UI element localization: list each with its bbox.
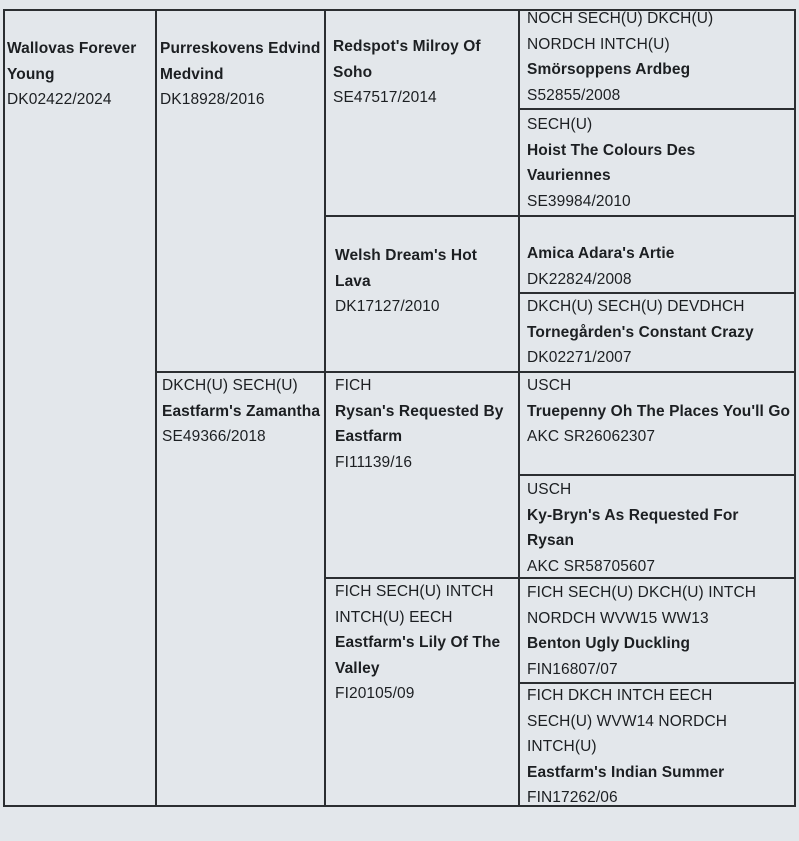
sss-registration: S52855/2008 — [527, 86, 621, 104]
dam-dam-name: Eastfarm's Lily Of The Valley — [335, 634, 501, 677]
ssd-cell — [527, 112, 767, 214]
dam-dam-cell — [335, 579, 517, 707]
divider-sss-ssd — [520, 108, 796, 110]
sire-dam-name: Welsh Dream's Hot Lava — [335, 247, 478, 290]
sss-titles: NOCH SECH(U) DKCH(U) NORDCH INTCH(U) — [527, 10, 714, 53]
sdd-titles: DKCH(U) SECH(U) DEVDHCH — [527, 298, 745, 315]
dds-registration: FIN16807/07 — [527, 660, 618, 678]
dog-name: Wallovas Forever Young — [7, 40, 137, 83]
dss-name: Truepenny Oh The Places You'll Go — [527, 402, 791, 420]
sire-sire-registration: SE47517/2014 — [333, 89, 437, 106]
dam-titles: DKCH(U) SECH(U) — [162, 377, 298, 394]
table-left-border — [3, 9, 5, 807]
dss-cell — [527, 373, 792, 450]
dog-registration: DK02422/2024 — [7, 91, 112, 108]
sss-name: Smörsoppens Ardbeg — [527, 61, 691, 78]
sdd-registration: DK02271/2007 — [527, 349, 632, 366]
sire-name: Purreskovens Edvind Medvind — [160, 40, 321, 83]
ddd-registration: FIN17262/06 — [527, 789, 618, 806]
dsd-cell — [527, 477, 777, 579]
dam-sire-registration: FI11139/16 — [335, 453, 413, 471]
ddd-titles: FICH DKCH INTCH EECH SECH(U) WVW14 NORDCH INTCH(U) — [527, 687, 728, 755]
ssd-registration: SE39984/2010 — [527, 192, 631, 210]
sdd-name: Tornegården's Constant Crazy — [527, 323, 754, 341]
dam-sire-name: Rysan's Requested By Eastfarm — [335, 402, 504, 445]
dsd-name: Ky-Bryn's As Requested For Rysan — [527, 506, 739, 549]
dam-dam-registration: FI20105/09 — [335, 685, 415, 702]
sire-sire-name: Redspot's Milroy Of Soho — [333, 38, 481, 81]
ddd-cell — [527, 683, 752, 811]
divider-dss-dsd — [520, 474, 796, 476]
dam-name: Eastfarm's Zamantha — [162, 402, 321, 420]
dam-cell — [162, 373, 322, 450]
sire-dam-registration: DK17127/2010 — [335, 298, 440, 315]
sire-dam-cell — [335, 243, 515, 320]
dam-dam-titles: FICH SECH(U) INTCH INTCH(U) EECH — [335, 583, 494, 626]
divider-col3 — [518, 9, 520, 807]
dss-titles: USCH — [527, 377, 572, 394]
sire-cell — [160, 36, 322, 113]
dsd-registration: AKC SR58705607 — [527, 557, 656, 575]
sds-name: Amica Adara's Artie — [527, 245, 675, 262]
divider-col2 — [324, 9, 326, 807]
dss-registration: AKC SR26062307 — [527, 428, 656, 445]
dam-sire-cell — [335, 373, 517, 475]
dog-cell — [7, 36, 153, 113]
divider-col1 — [155, 9, 157, 807]
dam-registration: SE49366/2018 — [162, 428, 266, 445]
sds-registration: DK22824/2008 — [527, 270, 632, 288]
ddd-name: Eastfarm's Indian Summer — [527, 763, 725, 781]
sss-cell — [527, 6, 767, 108]
dds-titles: FICH SECH(U) DKCH(U) INTCH NORDCH WVW15 WW13 — [527, 584, 757, 627]
dds-cell — [527, 580, 782, 682]
sire-registration: DK18928/2016 — [160, 91, 265, 108]
ssd-name: Hoist The Colours Des Vauriennes — [527, 141, 696, 184]
ssd-titles: SECH(U) — [527, 116, 593, 133]
dam-sire-titles: FICH — [335, 377, 372, 394]
divider-ss-sd — [326, 215, 796, 217]
sire-sire-cell — [333, 34, 515, 111]
sdd-cell — [527, 294, 792, 371]
dds-name: Benton Ugly Duckling — [527, 635, 691, 652]
dsd-titles: USCH — [527, 481, 572, 498]
table-right-border — [794, 9, 796, 807]
sds-cell — [527, 241, 787, 292]
